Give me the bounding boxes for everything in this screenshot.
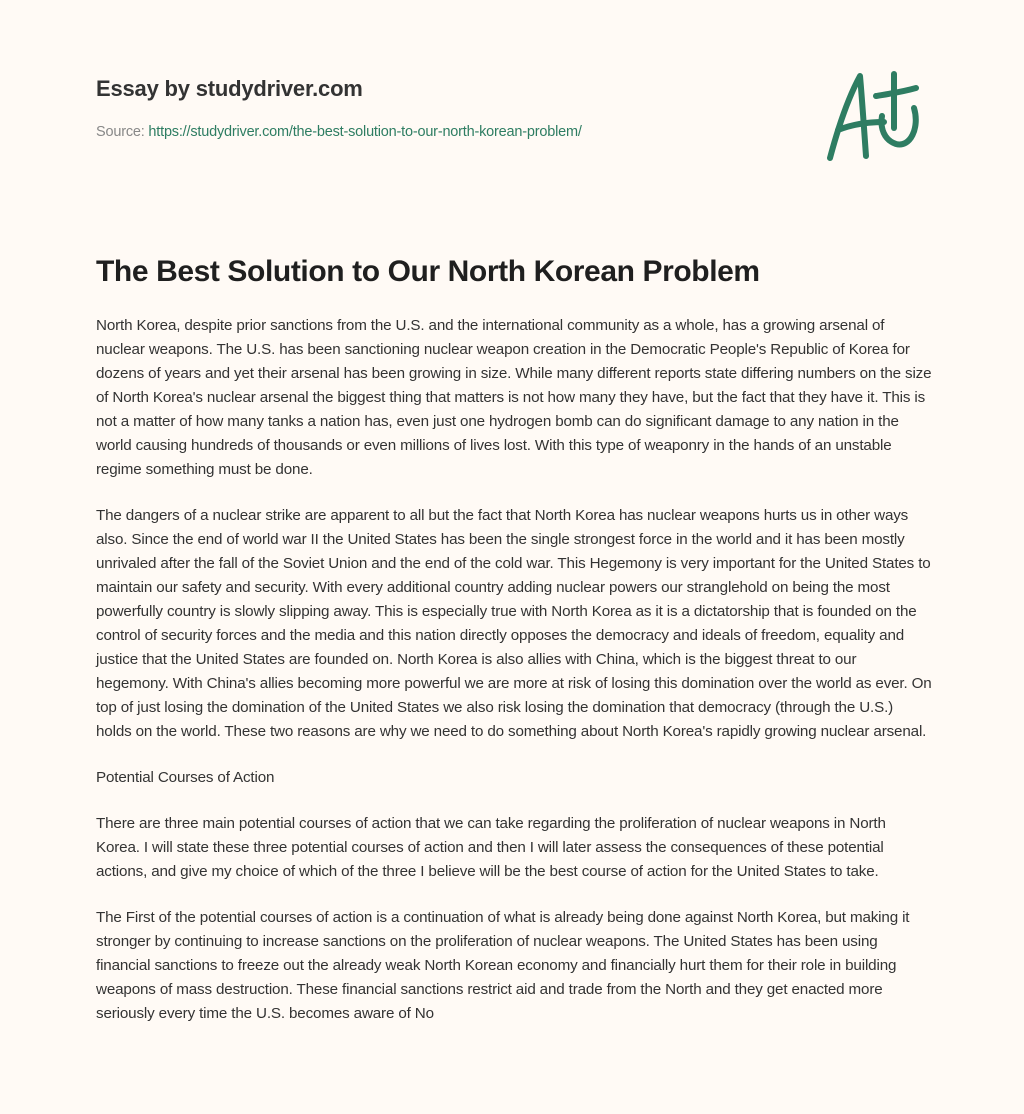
section-heading: Potential Courses of Action	[96, 769, 275, 786]
a-plus-logo-icon	[818, 68, 928, 168]
source-line	[96, 124, 582, 140]
source-link[interactable]: https://studydriver.com/the-best-solution-to-our-north-korean-problem/	[148, 124, 582, 140]
paragraph: The dangers of a nuclear strike are apparent to all but the fact that North Korea has nuclear weapons hurts us in other ways also. Since the end of world war II the United States has been the single strongest force in the world and it has been mostly unrivaled after the fall of the Soviet Union and the end of the cold war. This Hegemony is very important for the United States to maintain our safety and security. With every additional country adding nuclear powers our stranglehold on being the most powerfully country is slowly slipping away. This is especially true with North Korea as it is a dictatorship that is founded on the control of security forces and the media and this nation directly opposes the democracy and ideals of freedom, equality and justice that the United States are founded on. North Korea is also allies with China, which is the biggest threat to our hegemony. With China's allies becoming more powerful we are more at risk of losing this domination over the world as ever. On top of just losing the domination of the United States we also risk losing the domination that democracy (through the U.S.) holds on the world. These two reasons are why we need to do something about North Korea's rapidly growing nuclear arsenal.	[96, 507, 932, 740]
paragraph: North Korea, despite prior sanctions from the U.S. and the international community as a whole, has a growing arsenal of nuclear weapons. The U.S. has been sanctioning nuclear weapon creation in the Democratic People's Republic of Korea for dozens of years and yet their arsenal has been growing in size. While many different reports state differing numbers on the size of North Korea's nuclear arsenal the biggest thing that matters is not how many they have, but the fact that they have it. This is not a matter of how many tanks a nation has, even just one hydrogen bomb can do significant damage to any nation in the world causing hundreds of thousands or even millions of lives lost. With this type of weaponry in the hands of an unstable regime something must be done.	[96, 317, 932, 478]
essay-title: The Best Solution to Our North Korean Problem	[96, 255, 760, 288]
source-label: Source:	[96, 124, 145, 140]
site-brand: Essay by studydriver.com	[96, 76, 363, 101]
paragraph: The First of the potential courses of action is a continuation of what is already being done against North Korea, but making it stronger by continuing to increase sanctions on the proliferation of nuclear weapons. The United States has been using financial sanctions to freeze out the already weak North Korean economy and financially hurt them for their role in building weapons of mass destruction. These financial sanctions restrict aid and trade from the North and they get enacted more seriously every time the U.S. becomes aware of No	[96, 909, 910, 1022]
essay-body	[96, 314, 932, 1048]
paragraph: There are three main potential courses of action that we can take regarding the proliferation of nuclear weapons in North Korea. I will state these three potential courses of action and then I will later assess the consequences of these potential actions, and give my choice of which of the three I believe will be the best course of action for the United States to take.	[96, 815, 886, 880]
